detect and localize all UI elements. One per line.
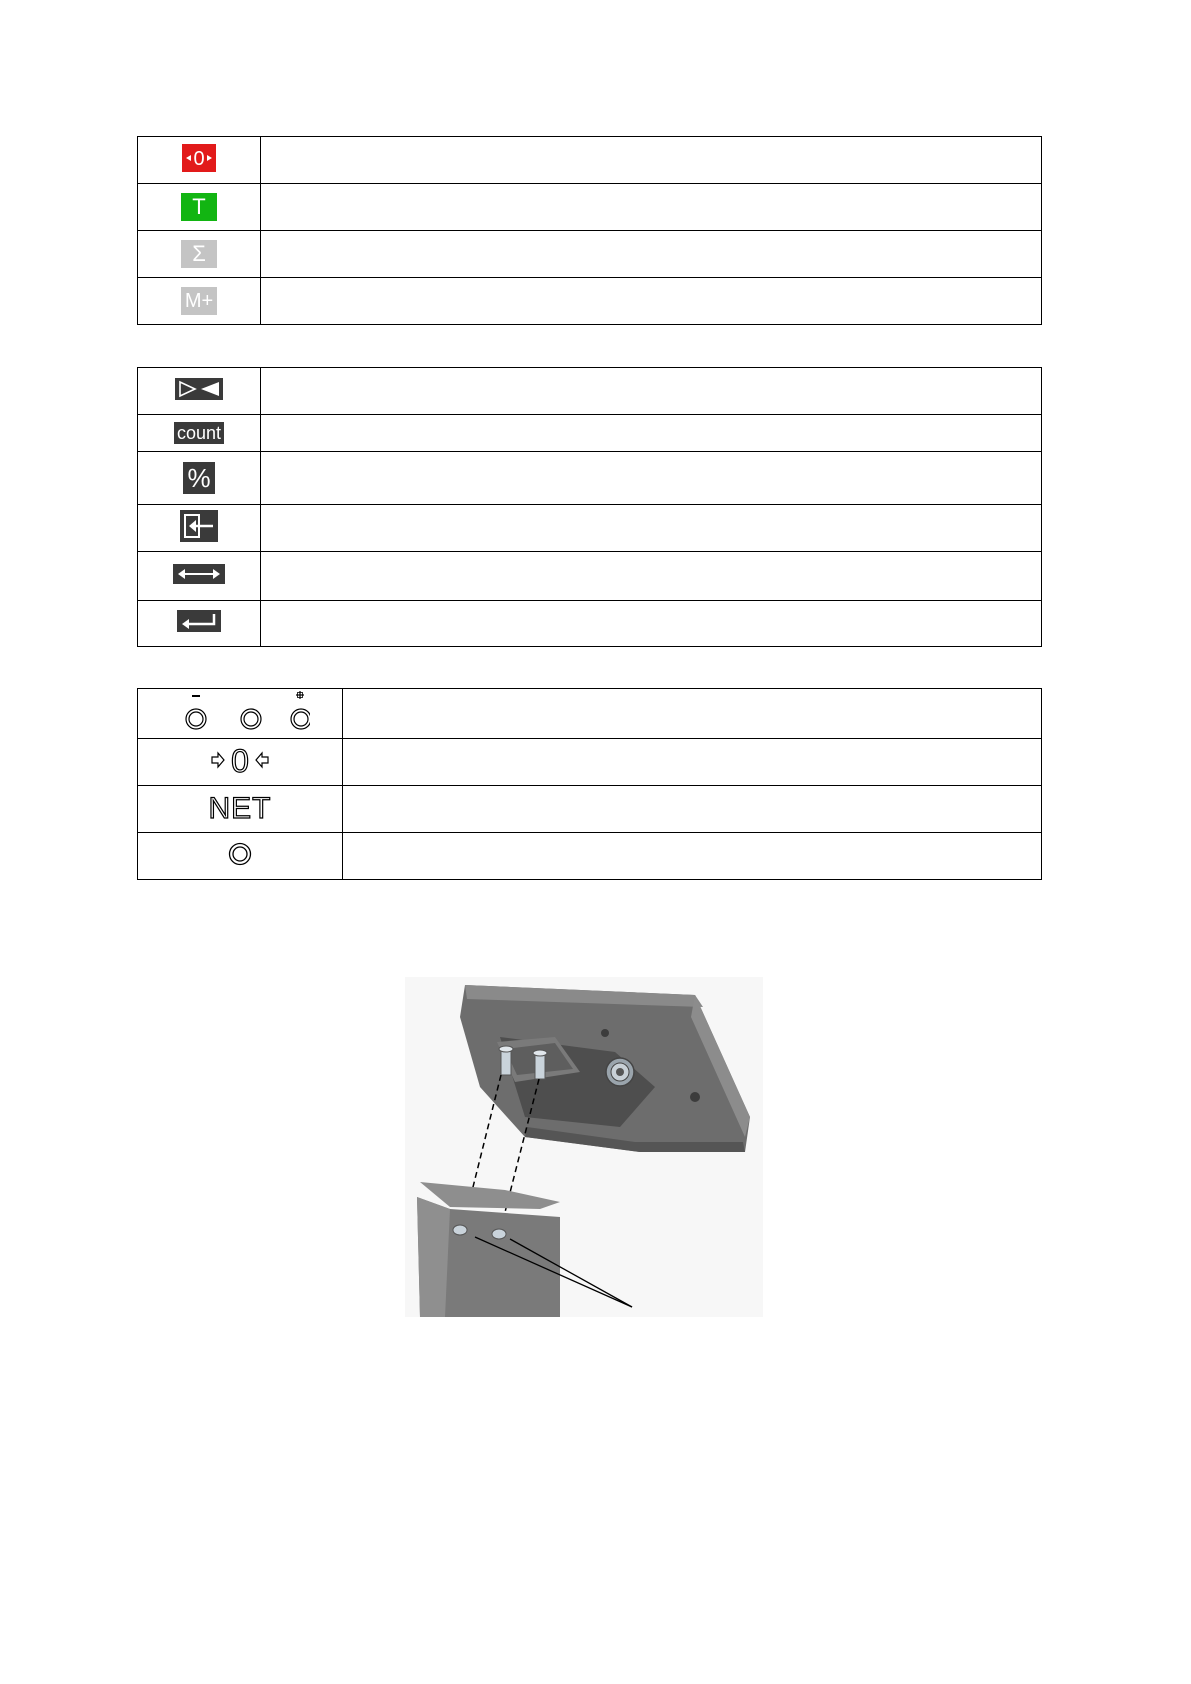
zero-key-icon [182,144,216,172]
table-row [138,184,1042,231]
table-row [138,833,1042,880]
stability-lamp-description [343,833,1042,880]
stability-lamp-icon [227,841,253,867]
sum-key-icon: Σ [181,240,217,268]
screw-icon [533,1050,547,1079]
table-row [138,601,1042,647]
count-key-description [261,415,1042,452]
table-row [138,368,1042,415]
stability-lamp-cell [138,833,343,880]
memory-plus-key-cell [138,278,261,325]
indicators-table [137,688,1042,880]
return-key-icon [177,610,221,632]
table-row [138,786,1042,833]
zero-indicator-description [343,739,1042,786]
table-row [138,505,1042,552]
zero-key-cell [138,137,261,184]
return-key-description [261,601,1042,647]
double-arrow-key-cell [138,552,261,601]
memory-plus-key-icon: M+ [181,287,217,315]
table-row [138,689,1042,739]
sum-key-cell [138,231,261,278]
zero-indicator-icon [210,743,270,777]
net-indicator-cell [138,786,343,833]
table-row [138,137,1042,184]
display-mounting-illustration [405,977,763,1317]
table-row [138,552,1042,601]
percent-key-description [261,452,1042,505]
table-row [138,739,1042,786]
limit-check-key-icon [175,378,223,400]
net-indicator-icon: NET [208,792,272,825]
table-row [138,415,1042,452]
enter-arrow-key-icon [180,510,218,542]
percent-key-cell [138,452,261,505]
svg-text:0: 0 [231,742,249,777]
enter-arrow-key-cell [138,505,261,552]
tolerance-lamps-description [343,689,1042,739]
table-row [138,231,1042,278]
tare-key-icon: T [181,193,217,221]
tare-key-description [261,184,1042,231]
limit-check-key-description [261,368,1042,415]
limit-check-key-cell [138,368,261,415]
table-row [138,452,1042,505]
tolerance-lamps-cell [138,689,343,739]
count-key-icon: count [174,422,224,444]
double-arrow-key-icon [173,564,225,584]
count-key-cell [138,415,261,452]
screw-icon [499,1046,513,1075]
double-arrow-key-description [261,552,1042,601]
tare-key-cell [138,184,261,231]
memory-plus-key-description [261,278,1042,325]
net-indicator-description [343,786,1042,833]
function-keys-table [137,367,1042,647]
tolerance-lamps-icon [170,689,310,733]
percent-key-icon: % [183,462,215,494]
table-row [138,278,1042,325]
return-key-cell [138,601,261,647]
sum-key-description [261,231,1042,278]
keys-table [137,136,1042,325]
enter-arrow-key-description [261,505,1042,552]
zero-indicator-cell [138,739,343,786]
connector-icon [606,1058,634,1086]
svg-text:0: 0 [193,147,205,170]
zero-key-description [261,137,1042,184]
